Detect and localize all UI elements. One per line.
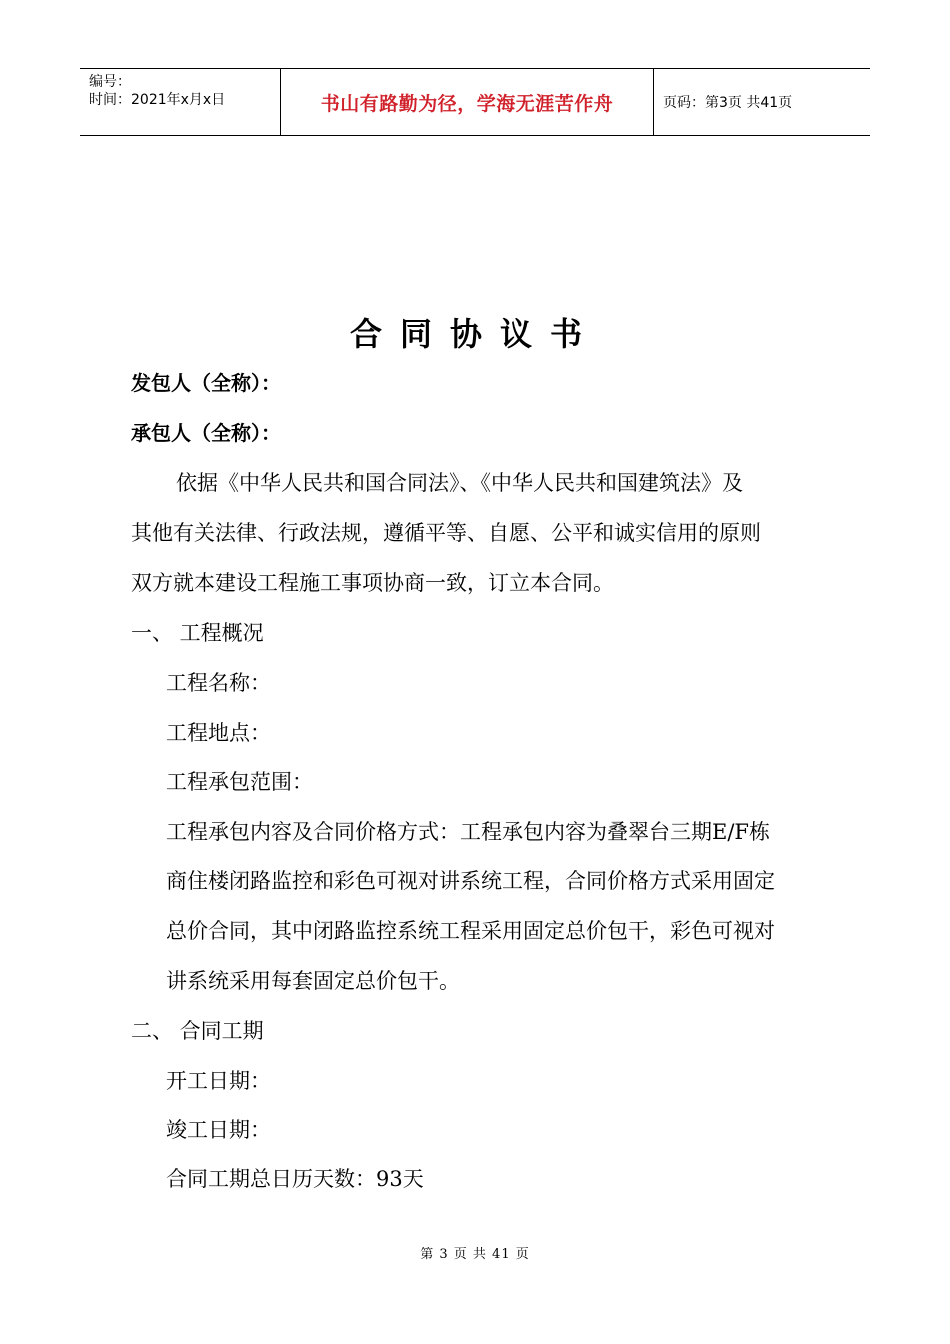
project-scope-label: 工程承包范围： bbox=[166, 770, 313, 794]
header-table bbox=[80, 68, 870, 136]
intro-line-2: 其他有关法律、行政法规，遵循平等、自愿、公平和诚实信用的原则 bbox=[131, 521, 761, 545]
start-date-label: 开工日期： bbox=[166, 1069, 271, 1093]
project-location-label: 工程地点： bbox=[166, 721, 271, 745]
project-content-line-1: 工程承包内容及合同价格方式：工程承包内容为叠翠台三期E/F栋 bbox=[166, 820, 770, 844]
page-info: 页码：第3页 共41页 bbox=[663, 95, 793, 111]
employer-label: 发包人（全称）： bbox=[131, 371, 281, 395]
project-content-line-4: 讲系统采用每套固定总价包干。 bbox=[166, 969, 460, 993]
contractor-label: 承包人（全称）： bbox=[131, 421, 281, 445]
intro-line-3: 双方就本建设工程施工事项协商一致，订立本合同。 bbox=[131, 571, 614, 595]
section2-heading: 二、 合同工期 bbox=[131, 1019, 264, 1043]
total-duration-label: 合同工期总日历天数：93天 bbox=[166, 1167, 424, 1191]
section1-heading: 一、 工程概况 bbox=[131, 621, 264, 645]
project-content-line-3: 总价合同，其中闭路监控系统工程采用固定总价包干，彩色可视对 bbox=[166, 919, 775, 943]
number-label: 编号： bbox=[89, 74, 131, 90]
project-content-line-2: 商住楼闭路监控和彩色可视对讲系统工程，合同价格方式采用固定 bbox=[166, 869, 775, 893]
header-left-cell bbox=[80, 69, 281, 135]
end-date-label: 竣工日期： bbox=[166, 1118, 271, 1142]
motto: 书山有路勤为径，学海无涯苦作舟 bbox=[281, 69, 654, 135]
time-label: 时间：2021年x月x日 bbox=[89, 92, 226, 108]
intro-line-1: 依据《中华人民共和国合同法》、《中华人民共和国建筑法》及 bbox=[176, 471, 743, 495]
project-name-label: 工程名称： bbox=[166, 671, 271, 695]
document-title: 合同协议书 bbox=[349, 315, 600, 353]
page-footer: 第 3 页 共 41 页 bbox=[420, 1247, 530, 1262]
